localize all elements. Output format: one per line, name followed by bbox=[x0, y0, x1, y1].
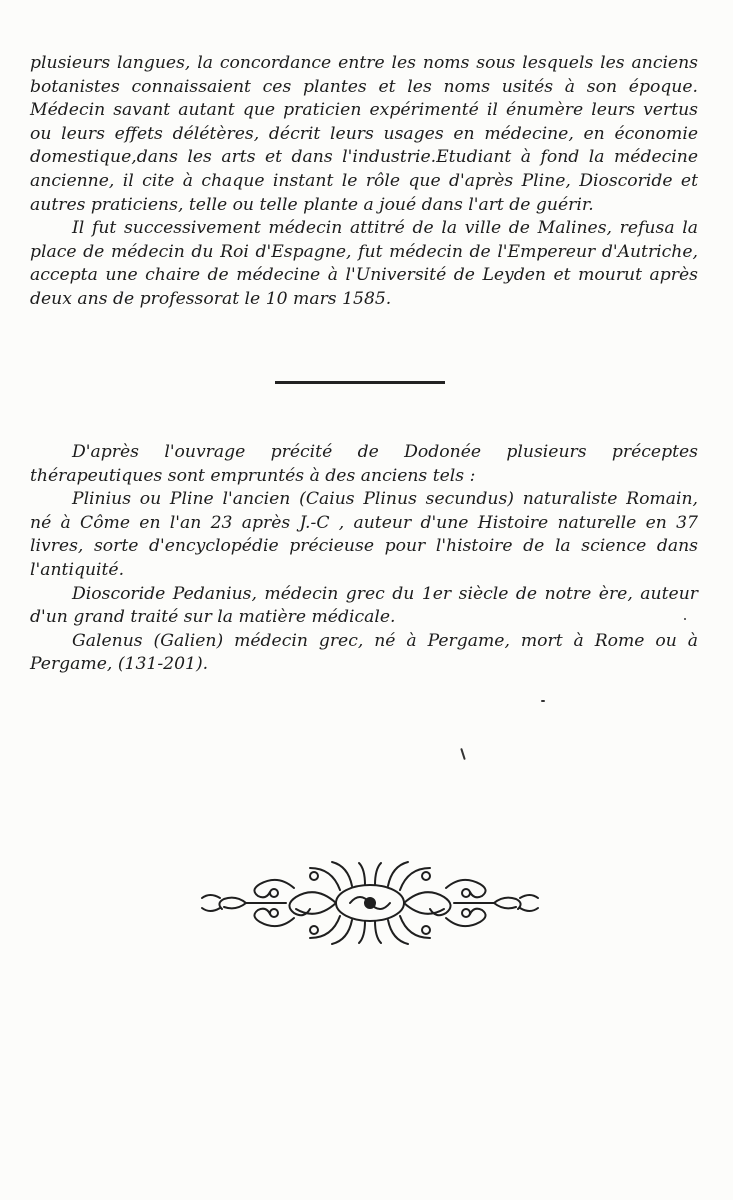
text-section-dodonaeus bbox=[30, 52, 698, 312]
paragraph-intro: D'après l'ouvrage précité de Dodonée plusieurs préceptes thérapeutiques sont empruntés à des anciens tels : bbox=[30, 442, 698, 486]
paragraph-dodonaeus-works: plusieurs langues, la concordance entre les noms sous lesquels les anciens botanistes connaissaient ces plantes et les noms usités à son époque. Médecin savant autant que praticien expérimenté il énumère leurs vertus ou leurs effets délétères, décrit leurs usages en médecine, en économie domestique,dans les arts et dans l'industrie.Etudiant à fond la médecine ancienne, il cite à chaque instant le rôle que d'après Pline, Dioscoride et autres praticiens, telle ou telle plante a joué dans l'art de guérir. bbox=[30, 53, 698, 215]
text-section-ancients bbox=[30, 441, 698, 677]
print-speck bbox=[541, 700, 545, 702]
paragraph-galenus: Galenus (Galien) médecin grec, né à Pergame, mort à Rome ou à Pergame, (131-201). bbox=[30, 630, 698, 675]
print-speck bbox=[684, 618, 686, 620]
paragraph-plinius: Plinius ou Pline l'ancien (Caius Plinus secundus) naturaliste Romain, né à Côme en l'an 23 après J.-C , auteur d'une Histoire naturelle en 37 livres, sorte d'encyclopédie précieuse pour l'histoire de la science dans l'antiquité. bbox=[30, 489, 698, 580]
paragraph-dioscoride: Dioscoride Pedanius, médecin grec du 1er siècle de notre ère, auteur d'un grand traité sur la matière médicale. bbox=[30, 583, 698, 628]
paragraph-dodonaeus-career: Il fut successivement médecin attitré de la ville de Malines, refusa la place de médecin du Roi d'Espagne, fut médecin de l'Empereur d'Autriche, accepta une chaire de médecine à l'Université de Leyden et mourut après deux ans de professorat le 10 mars 1585. bbox=[30, 218, 698, 309]
print-speck bbox=[460, 748, 466, 760]
ornamental-vignette-icon bbox=[190, 858, 550, 948]
separator-rule bbox=[275, 381, 445, 384]
